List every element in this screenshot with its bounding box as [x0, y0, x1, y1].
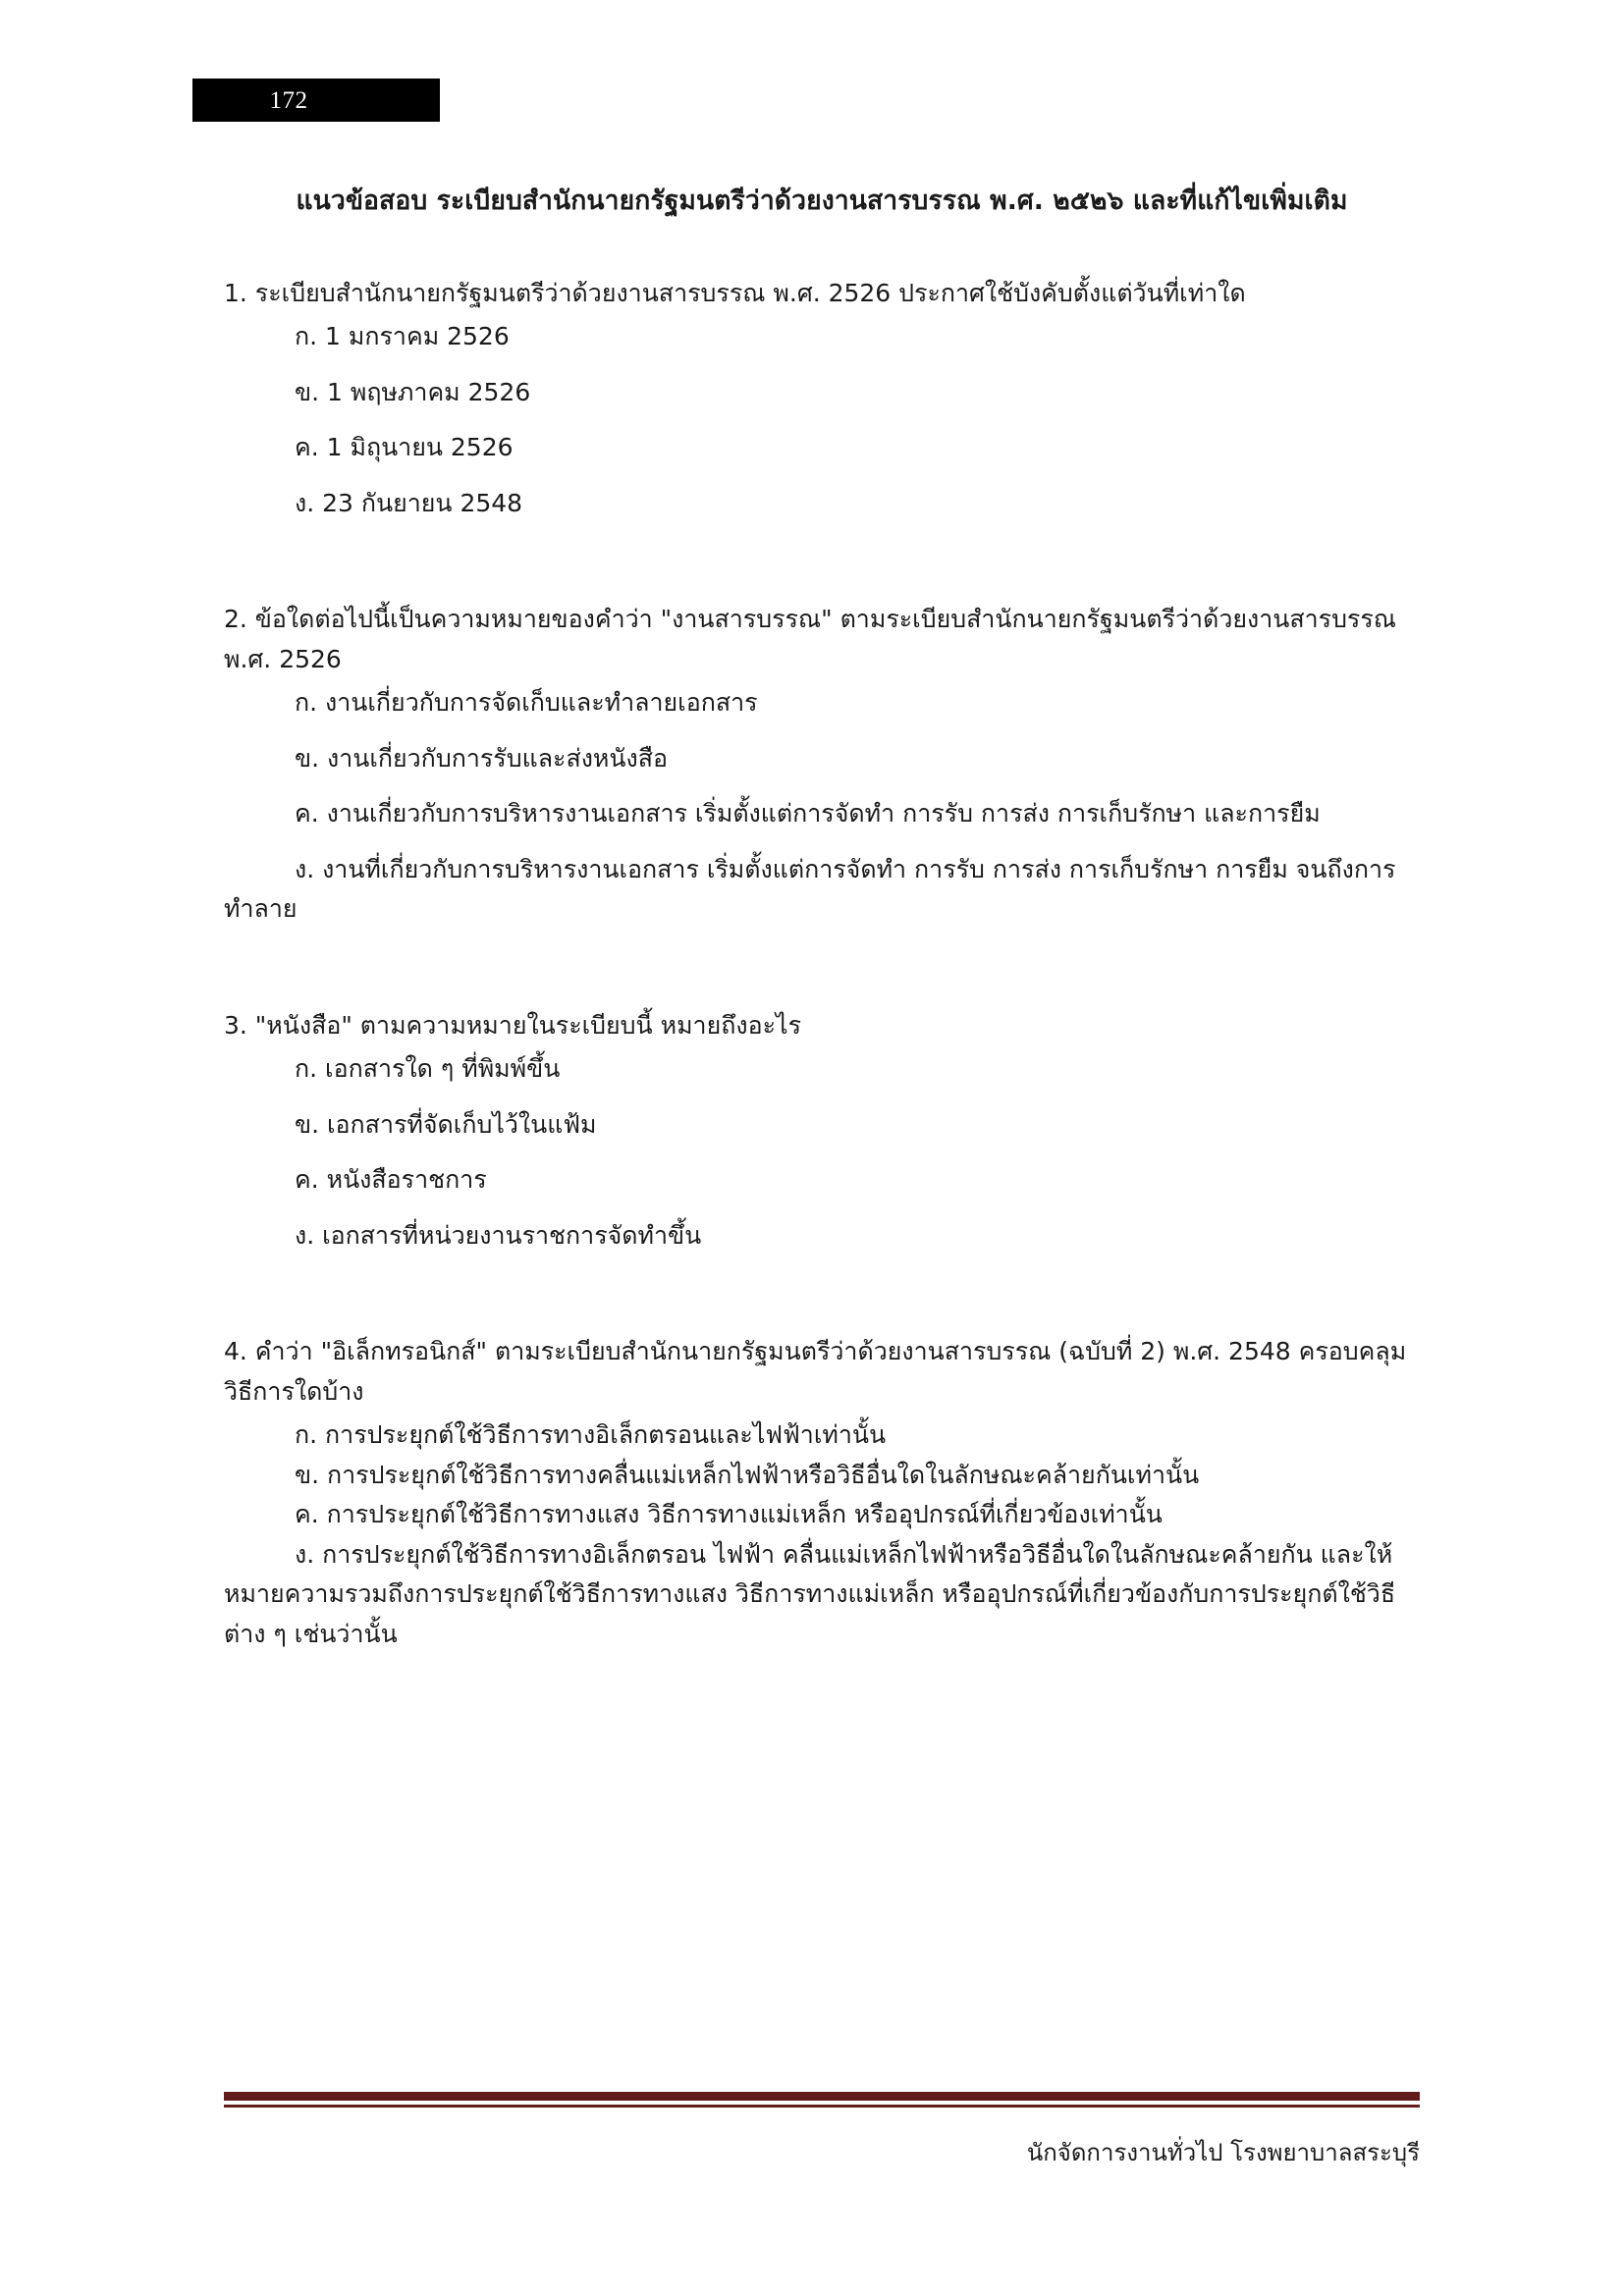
choice-option[interactable]: ก. 1 มกราคม 2526 [295, 322, 510, 351]
footer-rule-thick [224, 2092, 1420, 2101]
question-block [224, 1006, 1420, 1256]
choice-list [224, 1049, 1420, 1255]
question-spacer [224, 973, 1420, 1006]
question-stem: 2. ข้อใดต่อไปนี้เป็นความหมายของคำว่า "งานสารบรรณ" ตามระเบียบสำนักนายกรัฐมนตรีว่าด้วยงานสารบรรณ พ.ศ. 2526 [224, 605, 1396, 673]
question-spacer [224, 1299, 1420, 1332]
choice-option[interactable]: ก. เอกสารใด ๆ ที่พิมพ์ขึ้น [295, 1054, 561, 1084]
question-block [224, 274, 1420, 524]
footer-text: นักจัดการงานทั่วไป โรงพยาบาลสระบุรี [1026, 2139, 1420, 2166]
choice-option[interactable]: ง. เอกสารที่หน่วยงานราชการจัดทำขึ้น [295, 1220, 702, 1250]
choice-option[interactable]: ค. หนังสือราชการ [295, 1165, 487, 1195]
question-spacer [224, 566, 1420, 600]
question-block [224, 600, 1420, 930]
choice-option[interactable]: ก. การประยุกต์ใช้วิธีการทางอิเล็กตรอนและไฟฟ้าเท่านั้น [295, 1420, 887, 1450]
choice-option[interactable]: ง. งานที่เกี่ยวกับการบริหารงานเอกสาร เริ่มตั้งแต่การจัดทำ การรับ การส่ง การเก็บรักษา การยืม จนถึงการทำลาย [224, 854, 1396, 924]
choice-list [224, 317, 1420, 523]
question-block [224, 1332, 1420, 1654]
footer-rule-thin [224, 2105, 1420, 2108]
choice-option[interactable]: ข. งานเกี่ยวกับการรับและส่งหนังสือ [295, 743, 668, 773]
choice-option[interactable]: ข. 1 พฤษภาคม 2526 [295, 377, 531, 406]
choice-option[interactable]: ง. 23 กันยายน 2548 [295, 488, 523, 517]
choice-list [224, 1415, 1420, 1654]
question-stem: 3. "หนังสือ" ตามความหมายในระเบียบนี้ หมายถึงอะไร [224, 1010, 802, 1040]
page-title: แนวข้อสอบ ระเบียบสำนักนายกรัฐมนตรีว่าด้วยงานสารบรรณ พ.ศ. ๒๕๒๖ และที่แก้ไขเพิ่มเติม [296, 186, 1348, 216]
document-content [224, 182, 1420, 1654]
page-number: 172 [269, 86, 308, 114]
question-stem: 4. คำว่า "อิเล็กทรอนิกส์" ตามระเบียบสำนักนายกรัฐมนตรีว่าด้วยงานสารบรรณ (ฉบับที่ 2) พ.ศ. 2548 ครอบคลุมวิธีการใดบ้าง [224, 1337, 1407, 1406]
choice-option[interactable]: ค. การประยุกต์ใช้วิธีการทางแสง วิธีการทางแม่เหล็ก หรืออุปกรณ์ที่เกี่ยวข้องเท่านั้น [295, 1500, 1163, 1529]
choice-option[interactable]: ข. เอกสารที่จัดเก็บไว้ในแฟ้ม [295, 1109, 597, 1139]
choice-option[interactable]: ค. 1 มิถุนายน 2526 [295, 433, 514, 462]
page-footer [224, 2092, 1420, 2170]
choice-option[interactable]: ก. งานเกี่ยวกับการจัดเก็บและทำลายเอกสาร [295, 688, 758, 718]
page-number-bar [192, 79, 440, 122]
question-stem: 1. ระเบียบสำนักนายกรัฐมนตรีว่าด้วยงานสารบรรณ พ.ศ. 2526 ประกาศใช้บังคับตั้งแต่วันที่เท่าใด [224, 278, 1246, 307]
choice-option[interactable]: ข. การประยุกต์ใช้วิธีการทางคลื่นแม่เหล็กไฟฟ้าหรือวิธีอื่นใดในลักษณะคล้ายกันเท่านั้น [295, 1460, 1200, 1489]
choice-list [224, 683, 1420, 930]
choice-option[interactable]: ง. การประยุกต์ใช้วิธีการทางอิเล็กตรอน ไฟฟ้า คลื่นแม่เหล็กไฟฟ้าหรือวิธีอื่นใดในลักษณะคล้ายกัน และให้หมายความรวมถึงการประยุกต์ใช้วิธีการทางแสง วิธีการทางแม่เหล็ก หรืออุปกรณ์ที่เกี่ยวข้องกับการประยุกต์ใช้วิธีต่าง ๆ เช่นว่านั้น [224, 1539, 1396, 1648]
choice-option[interactable]: ค. งานเกี่ยวกับการบริหารงานเอกสาร เริ่มตั้งแต่การจัดทำ การรับ การส่ง การเก็บรักษา และการยืม [295, 799, 1321, 828]
